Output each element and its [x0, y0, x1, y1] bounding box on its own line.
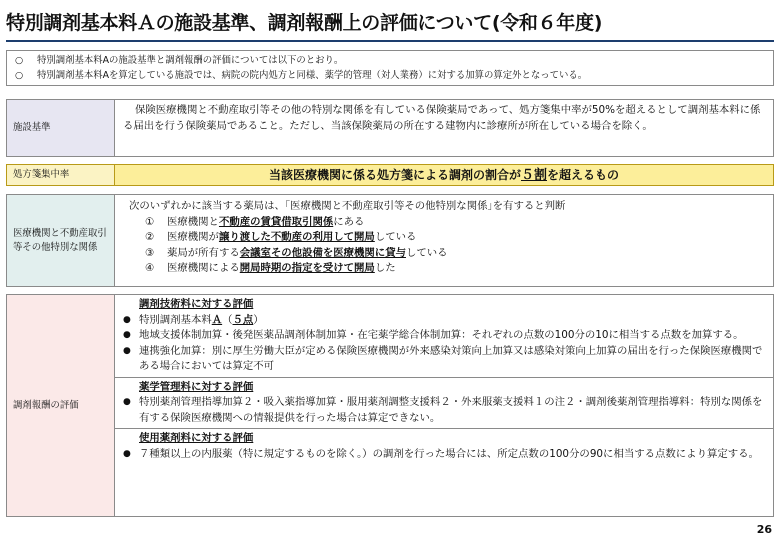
bullet-icon: ●	[123, 345, 131, 356]
summary-line: ○ 特別調剤基本料Aの施設基準と調剤報酬の評価については以下のとおり。	[15, 55, 344, 66]
prescription-concentration-label: 処方箋集中率	[7, 165, 115, 185]
bullet-icon: ●	[123, 314, 131, 325]
facility-criteria-block	[6, 99, 774, 157]
drug-usage-section	[115, 428, 773, 464]
special-relationship-block	[6, 194, 774, 287]
list-item: ● ７種類以上の内服薬（特に規定するものを除く。）の調剤を行った場合には、所定点数の100分の90に相当する点数により算定する。	[123, 447, 765, 463]
bullet-icon: ●	[123, 330, 131, 340]
section-title: 使用薬剤料に対する評価	[139, 432, 254, 444]
list-item: ④ 医療機関による開局時期の指定を受けて開局した	[145, 262, 396, 274]
list-item: ② 医療機関が譲り渡した不動産の利用して開局している	[145, 231, 417, 243]
bullet-icon: ●	[123, 397, 131, 407]
fee-evaluation-block	[6, 294, 774, 517]
list-item: ① 医療機関と不動産の賃貸借取引関係にある	[145, 215, 365, 228]
ratio-value: ５割	[520, 168, 547, 183]
page-number: 26	[756, 523, 772, 536]
facility-criteria-label: 施設基準	[7, 100, 115, 156]
fee-evaluation-sections	[115, 295, 773, 516]
list-item: ③ 薬局が所有する会議室その他設備を医療機関に貸与している	[145, 246, 448, 259]
special-relationship-intro: 次のいずれかに該当する薬局は、｢医療機関と不動産取引等その他特別な関係｣を有すると判断	[129, 200, 566, 212]
list-item: ● 特別薬剤管理指導加算２・吸入薬指導加算・服用薬剤調整支援料２・外来服薬支援料１の注２・調剤後薬剤管理指導料：特別な関係を有する保険医療機関への情報提供を行った場合は算定できない。	[123, 395, 765, 426]
section-title: 薬学管理料に対する評価	[139, 380, 254, 393]
page-title: 特別調剤基本料Ａの施設基準、調剤報酬上の評価について(令和６年度)	[6, 12, 603, 34]
special-relationship-label: 医療機関と不動産取引等その他特別な関係	[7, 195, 115, 286]
list-item: ● 地域支援体制加算・後発医薬品調剤体制加算・在宅薬学総合体制加算：それぞれの点数の100分の10に相当する点数を加算する。	[123, 328, 765, 344]
summary-box	[6, 50, 774, 86]
summary-line: ○ 特別調剤基本料Aを算定している施設では、病院の院内処方と同様、薬学的管理（対人業務）に対する加算の算定外となっている。	[15, 70, 588, 81]
facility-criteria-text: 保険医療機関と不動産取引等その他の特別な関係を有している保険薬局であって、処方箋集中率が50%を超えるとして調剤基本料に係る届出を行う保険薬局であること。ただし、当該保険薬局の所在する建物内に診療所が所在している場合を除く。	[115, 100, 773, 156]
special-relationship-content	[115, 195, 773, 286]
circle-bullet-icon: ○	[15, 70, 24, 81]
section-title: 調剤技術料に対する評価	[139, 298, 254, 310]
list-item: ● 特別調剤基本料Ａ（５点）	[123, 313, 765, 329]
pharmaceutical-management-section	[115, 377, 773, 429]
dispensing-technique-section	[115, 295, 773, 377]
list-item: ● 連携強化加算：別に厚生労働大臣が定める保険医療機関が外来感染対策向上加算又は感染対策向上加算の届出を行った保険医療機関である場合においては算定不可	[123, 344, 765, 375]
bullet-icon: ●	[123, 448, 131, 459]
fee-evaluation-label: 調剤報酬の評価	[7, 295, 115, 516]
title-underline	[6, 40, 774, 42]
circle-bullet-icon: ○	[15, 55, 24, 66]
prescription-concentration-text: 当該医療機関に係る処方箋による調剤の割合が５割を超えるもの	[115, 165, 773, 185]
prescription-concentration-block	[6, 164, 774, 186]
